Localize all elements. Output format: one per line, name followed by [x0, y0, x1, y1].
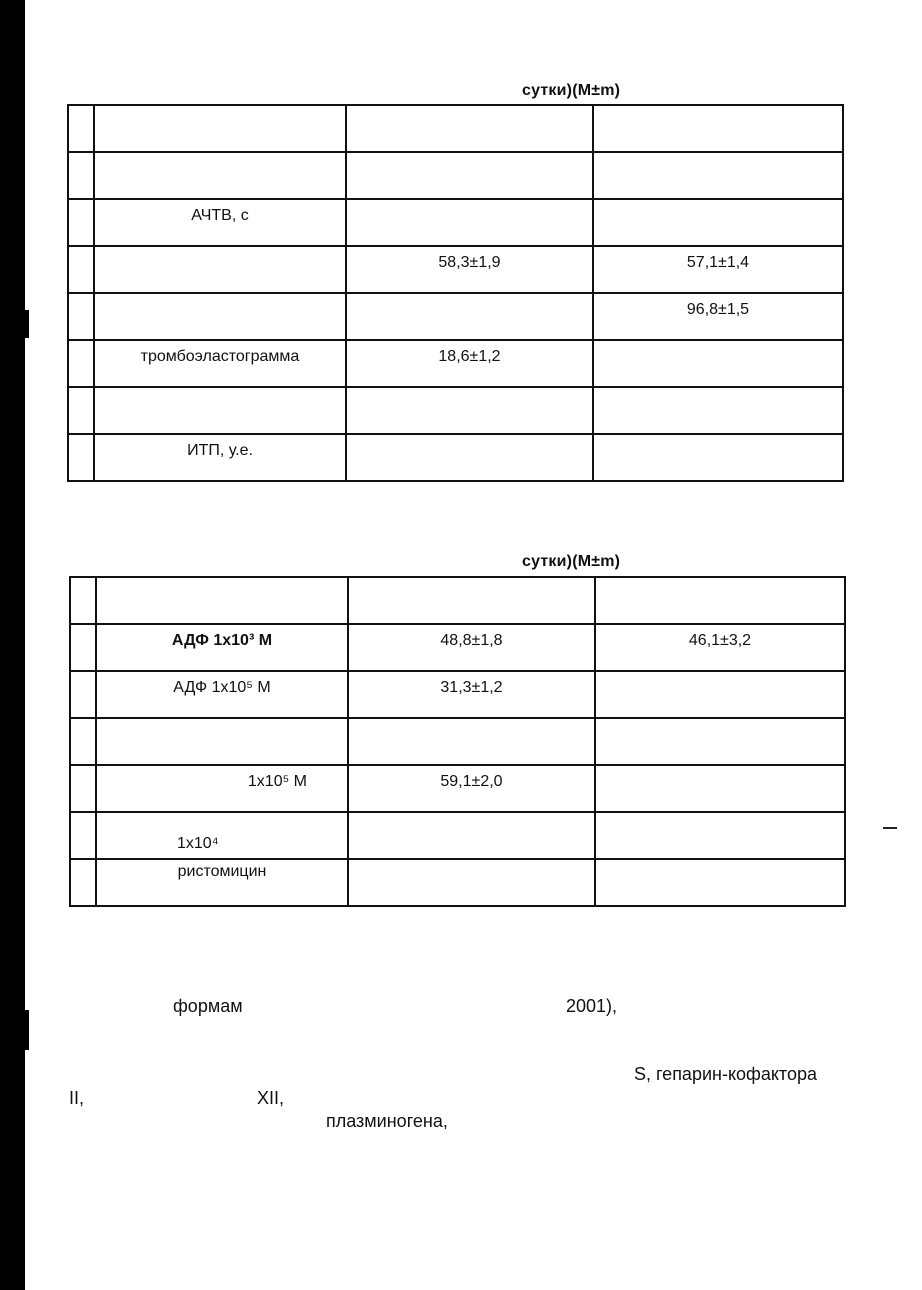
table-cell	[595, 765, 845, 812]
cell-text	[97, 719, 347, 726]
text-s-heparin-cofactor: S, гепарин-кофактора	[634, 1064, 818, 1084]
row-index-cell	[70, 624, 96, 671]
cell-text	[347, 435, 592, 442]
table-cell	[595, 859, 845, 906]
table-cell	[348, 859, 595, 906]
row-index-cell	[68, 387, 94, 434]
cell-text	[596, 813, 844, 820]
row-index-cell	[70, 577, 96, 624]
cell-text	[596, 672, 844, 679]
table-cell	[94, 199, 346, 246]
table-cell	[346, 105, 593, 152]
cell-text	[596, 578, 844, 585]
table-row	[70, 765, 845, 812]
cell-text: АЧТВ, с	[191, 207, 249, 224]
table-cell	[593, 105, 843, 152]
row-index-cell	[68, 434, 94, 481]
cell-text	[349, 813, 594, 820]
cell-text	[347, 294, 592, 301]
table-row	[68, 434, 843, 481]
table-cell	[94, 246, 346, 293]
cell-text	[594, 200, 842, 207]
cell-text: 48,8±1,8	[440, 632, 503, 649]
cell-text	[594, 106, 842, 113]
table-cell	[348, 624, 595, 671]
cell-text	[596, 719, 844, 726]
table-cell	[346, 293, 593, 340]
table-cell	[94, 387, 346, 434]
cell-text: 59,1±2,0	[440, 773, 503, 790]
table-cell	[94, 340, 346, 387]
scan-edge-notch	[25, 310, 29, 338]
cell-text	[347, 388, 592, 395]
table1	[67, 104, 844, 482]
cell-text	[349, 719, 594, 726]
row-index-cell	[68, 293, 94, 340]
cell-text: ИТП, у.е.	[187, 442, 253, 459]
table-cell	[346, 246, 593, 293]
table-cell	[348, 765, 595, 812]
table-cell	[595, 671, 845, 718]
row-index-cell	[70, 765, 96, 812]
table-cell	[593, 246, 843, 293]
table-cell	[348, 577, 595, 624]
cell-text	[349, 860, 594, 867]
table-cell	[348, 812, 595, 859]
table-row	[70, 577, 845, 624]
cell-text: АДФ 1х10³ М	[171, 632, 273, 649]
text-xii: XII,	[257, 1088, 285, 1108]
cell-text: 58,3±1,9	[438, 254, 501, 271]
stray-mark	[883, 827, 897, 829]
cell-text: 1х10⁴	[177, 835, 219, 852]
cell-text	[596, 860, 844, 867]
table-cell	[346, 199, 593, 246]
table-cell	[595, 624, 845, 671]
table-cell	[94, 434, 346, 481]
table-row	[68, 293, 843, 340]
table-cell	[96, 812, 348, 859]
table-row	[68, 340, 843, 387]
table-row	[70, 624, 845, 671]
scan-edge-notch	[25, 1010, 29, 1050]
table-cell	[94, 105, 346, 152]
table-cell	[96, 624, 348, 671]
cell-text	[594, 153, 842, 160]
cell-text: 1х10⁵ М	[247, 773, 307, 790]
table-row	[68, 105, 843, 152]
text-formam: формам	[173, 996, 243, 1016]
table-cell	[595, 812, 845, 859]
table-cell	[96, 859, 348, 906]
cell-text	[95, 247, 345, 254]
table-cell	[94, 152, 346, 199]
row-index-cell	[70, 859, 96, 906]
table-cell	[96, 765, 348, 812]
table-row	[70, 671, 845, 718]
cell-text	[97, 578, 347, 585]
cell-text	[95, 388, 345, 395]
table-cell	[346, 434, 593, 481]
cell-text	[349, 578, 594, 585]
row-index-cell	[68, 246, 94, 293]
cell-text	[347, 200, 592, 207]
cell-text: тромбоэластограмма	[140, 348, 300, 365]
row-index-cell	[70, 812, 96, 859]
scan-edge-bar	[0, 0, 25, 1290]
cell-text: 46,1±3,2	[688, 632, 752, 649]
table-cell	[593, 434, 843, 481]
table-cell	[346, 340, 593, 387]
cell-text	[95, 106, 345, 113]
table-cell	[96, 577, 348, 624]
table-cell	[593, 340, 843, 387]
row-index-cell	[70, 671, 96, 718]
cell-text	[347, 106, 592, 113]
table-cell	[593, 293, 843, 340]
table-row	[68, 246, 843, 293]
cell-text: 96,8±1,5	[686, 301, 750, 318]
text-plasminogen: плазминогена,	[326, 1111, 448, 1131]
table-row	[68, 387, 843, 434]
table-cell	[96, 718, 348, 765]
cell-text: ристомицин	[177, 863, 267, 880]
cell-text: 18,6±1,2	[438, 348, 501, 365]
row-index-cell	[68, 152, 94, 199]
cell-text	[594, 341, 842, 348]
cell-text	[95, 294, 345, 301]
table-cell	[348, 718, 595, 765]
table-row	[68, 199, 843, 246]
text-ii: II,	[69, 1088, 85, 1108]
row-index-cell	[68, 105, 94, 152]
table-cell	[593, 199, 843, 246]
text-year: 2001),	[566, 996, 618, 1016]
table-cell	[595, 718, 845, 765]
table-cell	[348, 671, 595, 718]
cell-text: АДФ 1х10⁵ М	[173, 679, 271, 696]
table-cell	[595, 577, 845, 624]
row-index-cell	[68, 199, 94, 246]
row-index-cell	[68, 340, 94, 387]
table-cell	[593, 387, 843, 434]
table-row	[68, 152, 843, 199]
table-row	[70, 859, 845, 906]
cell-text: 57,1±1,4	[686, 254, 750, 271]
table-cell	[96, 671, 348, 718]
table-row	[70, 812, 845, 859]
table1-caption: сутки)(M±m)	[522, 82, 621, 99]
cell-text	[347, 153, 592, 160]
cell-text	[95, 153, 345, 160]
cell-text	[594, 388, 842, 395]
row-index-cell	[70, 718, 96, 765]
table-cell	[593, 152, 843, 199]
cell-text	[594, 435, 842, 442]
table-cell	[346, 152, 593, 199]
table-row	[70, 718, 845, 765]
table-cell	[94, 293, 346, 340]
table-cell	[346, 387, 593, 434]
cell-text: 31,3±1,2	[440, 679, 503, 696]
cell-text	[596, 766, 844, 773]
table2-caption: сутки)(M±m)	[522, 553, 621, 570]
table2	[69, 576, 846, 907]
